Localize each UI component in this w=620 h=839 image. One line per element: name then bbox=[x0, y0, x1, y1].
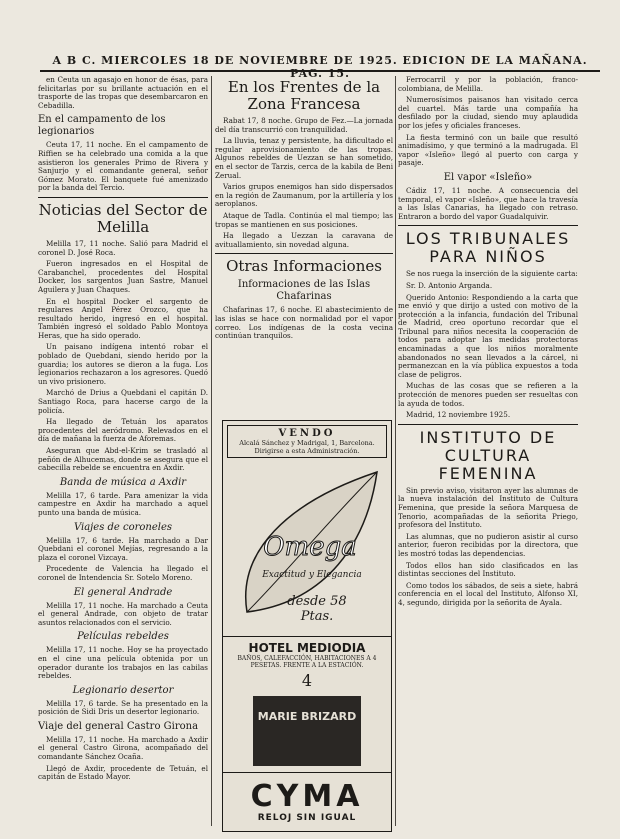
ad-omega bbox=[227, 462, 387, 632]
article-paragraph: Ha llegado a Uezzan la caravana de avituallamiento, sin novedad alguna. bbox=[215, 231, 393, 249]
article-paragraph: La lluvia, tenaz y persistente, ha dificultado el regular aprovisionamiento de las tropas. Algunos rebeldes de Uezzan se han sometido, en el sector de Tarzis, cerca de la kabila de Beni Zerual. bbox=[215, 136, 393, 180]
section-headline: Noticias del Sector de Melilla bbox=[38, 200, 208, 236]
section-heading: El vapor «Isleño» bbox=[443, 171, 533, 183]
article-paragraph: Fueron ingresados en el Hospital de Carabanchel, procedentes del Hospital Docker, los sargentos Juan Sastre, Manuel Aguilera y Juan Chaques. bbox=[38, 259, 208, 294]
article-paragraph: Numerosísimos paisanos han visitado cerca del cuartel. Más tarde una compañía ha desfilado por la ciudad, siendo muy aplaudida por los jefes y oficiales franceses. bbox=[398, 95, 578, 130]
article-paragraph: Chafarinas 17, 6 noche. El abastecimiento de las islas se hace con normalidad por el vapor correo. Los indígenas de la costa vecina continúan tranquilos. bbox=[215, 305, 393, 341]
ad-marie-brizard: MARIE BRIZARD bbox=[253, 696, 361, 766]
ad-cyma-slogan: RELOJ SIN IGUAL bbox=[257, 813, 357, 823]
article-paragraph: Rabat 17, 8 noche. Grupo de Fez.—La jornada del día transcurrió con tranquilidad. bbox=[215, 116, 393, 134]
divider bbox=[398, 424, 578, 425]
article-paragraph: Procedente de Valencia ha llegado el coronel de Intendencia Sr. Sotelo Moreno. bbox=[38, 564, 208, 582]
article-paragraph: Las alumnas, que no pudieron asistir al curso anterior, fueron recibidas por la directora, que les mostró todas las dependencias. bbox=[398, 531, 578, 558]
ad-omega-price: desde 58 Ptas. bbox=[287, 594, 347, 624]
advertisement-block bbox=[222, 420, 392, 832]
ad-hotel-name: HOTEL MEDIODIA bbox=[248, 641, 366, 655]
section-heading: El general Andrade bbox=[73, 586, 173, 598]
column-left bbox=[38, 76, 208, 831]
article-paragraph: Melilla 17, 6 tarde. Se ha presentado en la posición de Sidi Dris un desertor legionario. bbox=[38, 698, 208, 717]
section-heading: En el campamento de los legionarios bbox=[38, 114, 166, 138]
article-paragraph: Ferrocarril y por la población, franco-colombiana, de Melilla. bbox=[398, 76, 578, 93]
article-paragraph: Muchas de las cosas que se refieren a la protección de menores pueden ser resueltas con la ayuda de todos. bbox=[398, 381, 578, 408]
ad-vendo-text: Alcalá Sánchez y Madrigal, 1, Barcelona. Dirigirse a esta Administración. bbox=[239, 439, 375, 455]
article-paragraph: Melilla 17, 6 tarde. Ha marchado a Dar Quebdani el coronel Mejías, regresando a la plaza el coronel Vizcaya. bbox=[38, 535, 208, 562]
article-paragraph: Marchó de Drius a Quebdani el capitán D. Santiago Roca, para hacerse cargo de la policía. bbox=[38, 388, 208, 415]
divider bbox=[38, 197, 208, 198]
article-paragraph: En el hospital Docker el sargento de regulares Angel Pérez Orozco, que ha resultado herido, ingresó en el hospital. También ingresó el soldado Pablo Montoya Heras, que ha sido operado. bbox=[38, 296, 208, 340]
article-paragraph: Todos ellos han sido clasificados en las distintas secciones del Instituto. bbox=[398, 560, 578, 579]
ad-vendo-title: VENDO bbox=[278, 428, 336, 439]
divider bbox=[398, 225, 578, 226]
section-headline: Otras Informaciones bbox=[226, 257, 382, 276]
section-headline: INSTITUTO DE CULTURA FEMENINA bbox=[419, 427, 557, 483]
ad-hotel bbox=[227, 641, 387, 669]
ad-omega-brand: Omega bbox=[263, 532, 357, 562]
article-paragraph: en Ceuta un agasajo en honor de ésas, para felicitarlas por su brillante actuación en el trasporte de las tropas que desembarcaron en Cebadilla. bbox=[38, 76, 208, 110]
article-paragraph: Melilla 17, 11 noche. Ha marchado a Axdir el general Castro Girona, acompañado del comandante Sánchez Ocaña. bbox=[38, 734, 208, 762]
section-heading: Informaciones de las Islas Chafarinas bbox=[237, 279, 371, 303]
divider bbox=[215, 253, 393, 254]
section-heading: Viajes de coroneles bbox=[73, 521, 173, 533]
article-paragraph: Melilla 17, 11 noche. Salió para Madrid el coronel D. José Roca. bbox=[38, 238, 208, 257]
article-paragraph: Melilla 17, 11 noche. Hoy se ha proyectado en el cine una película obtenida por un operador durante los trabajos en las cabilas rebeldes. bbox=[38, 645, 208, 681]
ad-cyma-brand: CYMA bbox=[250, 779, 364, 814]
article-paragraph: Sin previo aviso, visitaron ayer las alumnas de la nueva instalación del Instituto de Cultura Femenina, que preside la señora Marquesa de Tenorio, acompañadas de la señorita Priego, profesora del Instituto. bbox=[398, 485, 578, 530]
article-paragraph: Aseguran que Abd-el-Krim se trasladó al peñón de Alhucemas, donde se asegura que el cabecilla rebelde se encuentra en Axdir. bbox=[38, 446, 208, 473]
section-heading: Legionario desertor bbox=[72, 684, 174, 696]
section-heading: Viaje del general Castro Girona bbox=[38, 720, 199, 732]
page-header: A B C. MIERCOLES 18 DE NOVIEMBRE DE 1925. EDICION DE LA MAÑANA. PAG. 15. bbox=[40, 54, 600, 72]
section-heading: Banda de música a Axdir bbox=[59, 476, 187, 488]
ad-omega-tagline: Exactitud y Elegancia bbox=[262, 570, 362, 580]
article-paragraph: Madrid, 12 noviembre 1925. bbox=[406, 410, 511, 420]
article-paragraph: Se nos ruega la inserción de la siguiente carta: bbox=[406, 269, 578, 279]
article-paragraph: Un paisano indígena intentó robar el poblado de Quebdani, siendo herido por la guardia; los autores se dieron a la fuga. Los legionarios rechazaron a los agresores. Quedó un vivo prisionero. bbox=[38, 342, 208, 386]
section-headline: En los Frentes de la Zona Francesa bbox=[227, 78, 381, 113]
column-right bbox=[398, 76, 578, 831]
article-paragraph: La fiesta terminó con un baile que resultó animadísimo, y que terminó a la madrugada. El vapor «Isleño» llegó al puerto con carga y pasaje. bbox=[398, 132, 578, 168]
section-headline: LOS TRIBUNALES PARA NIÑOS bbox=[405, 229, 571, 267]
divider bbox=[223, 636, 391, 637]
article-paragraph: Llegó de Axdir, procedente de Tetuán, el capitán de Estado Mayor. bbox=[38, 763, 208, 782]
article-paragraph: Melilla 17, 6 tarde. Para amenizar la vida campestre en Axdir ha marchado a aquel punto una banda de música. bbox=[38, 490, 208, 517]
article-paragraph: Melilla 17, 11 noche. Ha marchado a Ceuta el general Andrade, con objeto de tratar asuntos relacionados con el servicio. bbox=[38, 600, 208, 627]
ad-hotel-number: 4 bbox=[301, 671, 313, 690]
divider bbox=[223, 772, 391, 773]
article-paragraph: Ceuta 17, 11 noche. En el campamento de Riffien se ha celebrado una comida a la que asistieron los generales Primo de Rivera y Sanjurjo y el comandante general, señor Gómez Morato. El banquete fué amenizado por la banda del Tercio. bbox=[38, 140, 208, 193]
column-separator bbox=[395, 76, 396, 826]
ad-hotel-text: BAÑOS, CALEFACCIÓN, HABITACIONES A 4 PESETAS. FRENTE A LA ESTACIÓN. bbox=[237, 655, 377, 669]
section-heading: Películas rebeldes bbox=[77, 631, 169, 643]
article-paragraph: Querido Antonio: Respondiendo a la carta que me envió y que dirijo a usted con motivo de la protección a la infancia, fundación del Tribunal de Madrid, creo oportuno recordar que el Tribunal para niños necesita la cooperación de todos para adoptar las medidas protectoras encaminadas a que los niños moralmente abandonados no sean llevados a la cárcel, ni permanezcan en la vía pública expuestos a toda clase de peligros. bbox=[398, 292, 578, 379]
article-paragraph: Como todos los sábados, de seis a siete, habrá conferencia en el local del Instituto, Alfonso XI, 4, segundo, dirigida por la señorita de Ayala. bbox=[398, 580, 578, 607]
article-paragraph: Ha llegado de Tetuán los aparatos procedentes del aeródromo. Relevados en el día de mañana la fuerza de Aforemas. bbox=[38, 417, 208, 444]
article-paragraph: Cádiz 17, 11 noche. A consecuencia del temporal, el vapor «Isleño», que hace la travesía a las Islas Canarias, ha llegado con retraso. Entraron a bordo del vapor Guadalquivir. bbox=[398, 185, 578, 221]
article-paragraph: Sr. D. Antonio Arganda. bbox=[406, 280, 493, 290]
article-paragraph: Varios grupos enemigos han sido dispersados en la región de Zaumanum, por la artillería y los aeroplanos. bbox=[215, 182, 393, 209]
ad-vendo bbox=[227, 425, 387, 458]
article-paragraph: Ataque de Tadla. Continúa el mal tiempo; las tropas se mantienen en sus posiciones. bbox=[215, 210, 393, 229]
column-separator bbox=[211, 76, 212, 826]
